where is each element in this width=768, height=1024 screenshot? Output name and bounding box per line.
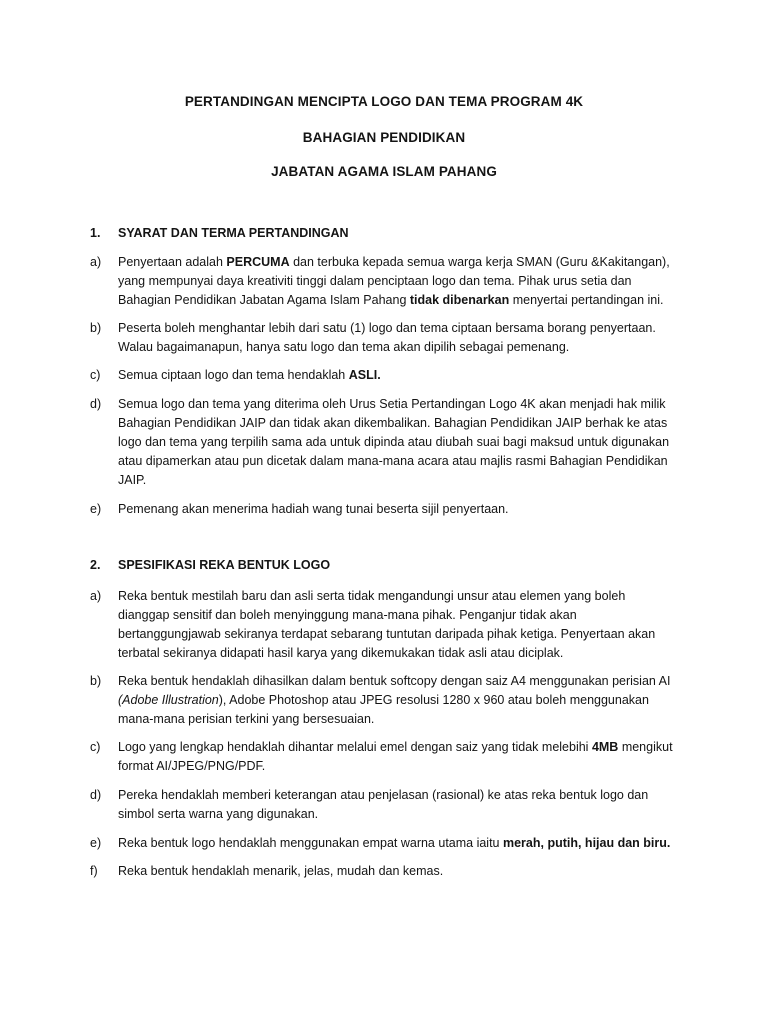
section-title: SYARAT DAN TERMA PERTANDINGAN [118, 226, 349, 240]
item-marker: e) [90, 502, 102, 516]
item-marker: b) [90, 321, 102, 335]
item-text: Semua ciptaan logo dan tema hendaklah ASLI. [118, 368, 381, 382]
item-marker: f) [90, 864, 98, 878]
item-marker: c) [90, 368, 101, 382]
section-number: 1. [90, 226, 101, 240]
document-title: PERTANDINGAN MENCIPTA LOGO DAN TEMA PROGRAM 4K [184, 94, 584, 109]
item-text: Reka bentuk hendaklah menarik, jelas, mudah dan kemas. [118, 864, 444, 878]
emphasis-text: 4MB [591, 740, 619, 754]
item-text: Peserta boleh menghantar lebih dari satu (1) logo dan tema ciptaan bersama borang penyertaan. Walau bagaimanapun, hanya satu logo dan tema akan dipilih sebagai pemenang. [118, 321, 656, 354]
emphasis-text: merah, putih, hijau dan biru. [502, 836, 671, 850]
item-marker: d) [90, 788, 102, 802]
item-marker: a) [90, 589, 102, 603]
emphasis-text: ASLI. [348, 368, 381, 382]
emphasis-text: tidak dibenarkan [409, 293, 510, 307]
section-title: SPESIFIKASI REKA BENTUK LOGO [118, 558, 331, 572]
item-text: Reka bentuk hendaklah dihasilkan dalam bentuk softcopy dengan saiz A4 menggunakan perisian AI (Adobe Illustration), Adobe Photoshop atau JPEG resolusi 1280 x 960 atau boleh menggunakan mana-mana perisian terkini yang bersesuaian. [118, 674, 671, 726]
item-text: Reka bentuk logo hendaklah menggunakan empat warna utama iaitu merah, putih, hijau dan biru. [118, 836, 671, 850]
emphasis-text: PERCUMA [226, 255, 290, 269]
item-marker: c) [90, 740, 101, 754]
item-marker: d) [90, 397, 102, 411]
item-text: Reka bentuk mestilah baru dan asli serta tidak mengandungi unsur atau elemen yang boleh dianggap sensitif dan boleh menyinggung mana-mana pihak. Penganjur tidak akan bertanggungjawab sekiranya terdapat sebarang tuntutan daripada pihak ketiga. Penyertaan akan terbatal sekiranya didapati hasil karya yang dikemukakan tidak asli atau diciplak. [118, 589, 656, 660]
item-text: Penyertaan adalah PERCUMA dan terbuka kepada semua warga kerja SMAN (Guru &Kakitangan), yang mempunyai daya kreativiti tinggi dalam penciptaan logo dan tema. Pihak urus setia dan Bahagian Pendidikan Jabatan Agama Islam Pahang tidak dibenarkan menyertai pertandingan ini. [118, 255, 670, 307]
item-marker: b) [90, 674, 102, 688]
document-subtitle-department: JABATAN AGAMA ISLAM PAHANG [271, 164, 497, 179]
document-subtitle-division: BAHAGIAN PENDIDIKAN [302, 130, 466, 145]
item-text: Logo yang lengkap hendaklah dihantar melalui emel dengan saiz yang tidak melebihi 4MB mengikut format AI/JPEG/PNG/PDF. [118, 740, 673, 773]
italic-text: (Adobe Illustration [118, 693, 219, 707]
item-marker: a) [90, 255, 102, 269]
item-text: Semua logo dan tema yang diterima oleh Urus Setia Pertandingan Logo 4K akan menjadi hak milik Bahagian Pendidikan JAIP dan tidak akan dikembalikan. Bahagian Pendidikan JAIP berhak ke atas logo dan tema yang terpilih sama ada untuk dipinda atau diubah suai bagi maksud untuk digunakan atau dipamerkan atau pun dicetak dalam mana-mana acara atau majlis rasmi Bahagian Pendidikan JAIP. [118, 397, 670, 487]
section-number: 2. [90, 558, 101, 572]
item-text: Pereka hendaklah memberi keterangan atau penjelasan (rasional) ke atas reka bentuk logo dan simbol serta warna yang digunakan. [118, 788, 649, 821]
item-marker: e) [90, 836, 102, 850]
item-text: Pemenang akan menerima hadiah wang tunai beserta sijil penyertaan. [118, 502, 509, 516]
